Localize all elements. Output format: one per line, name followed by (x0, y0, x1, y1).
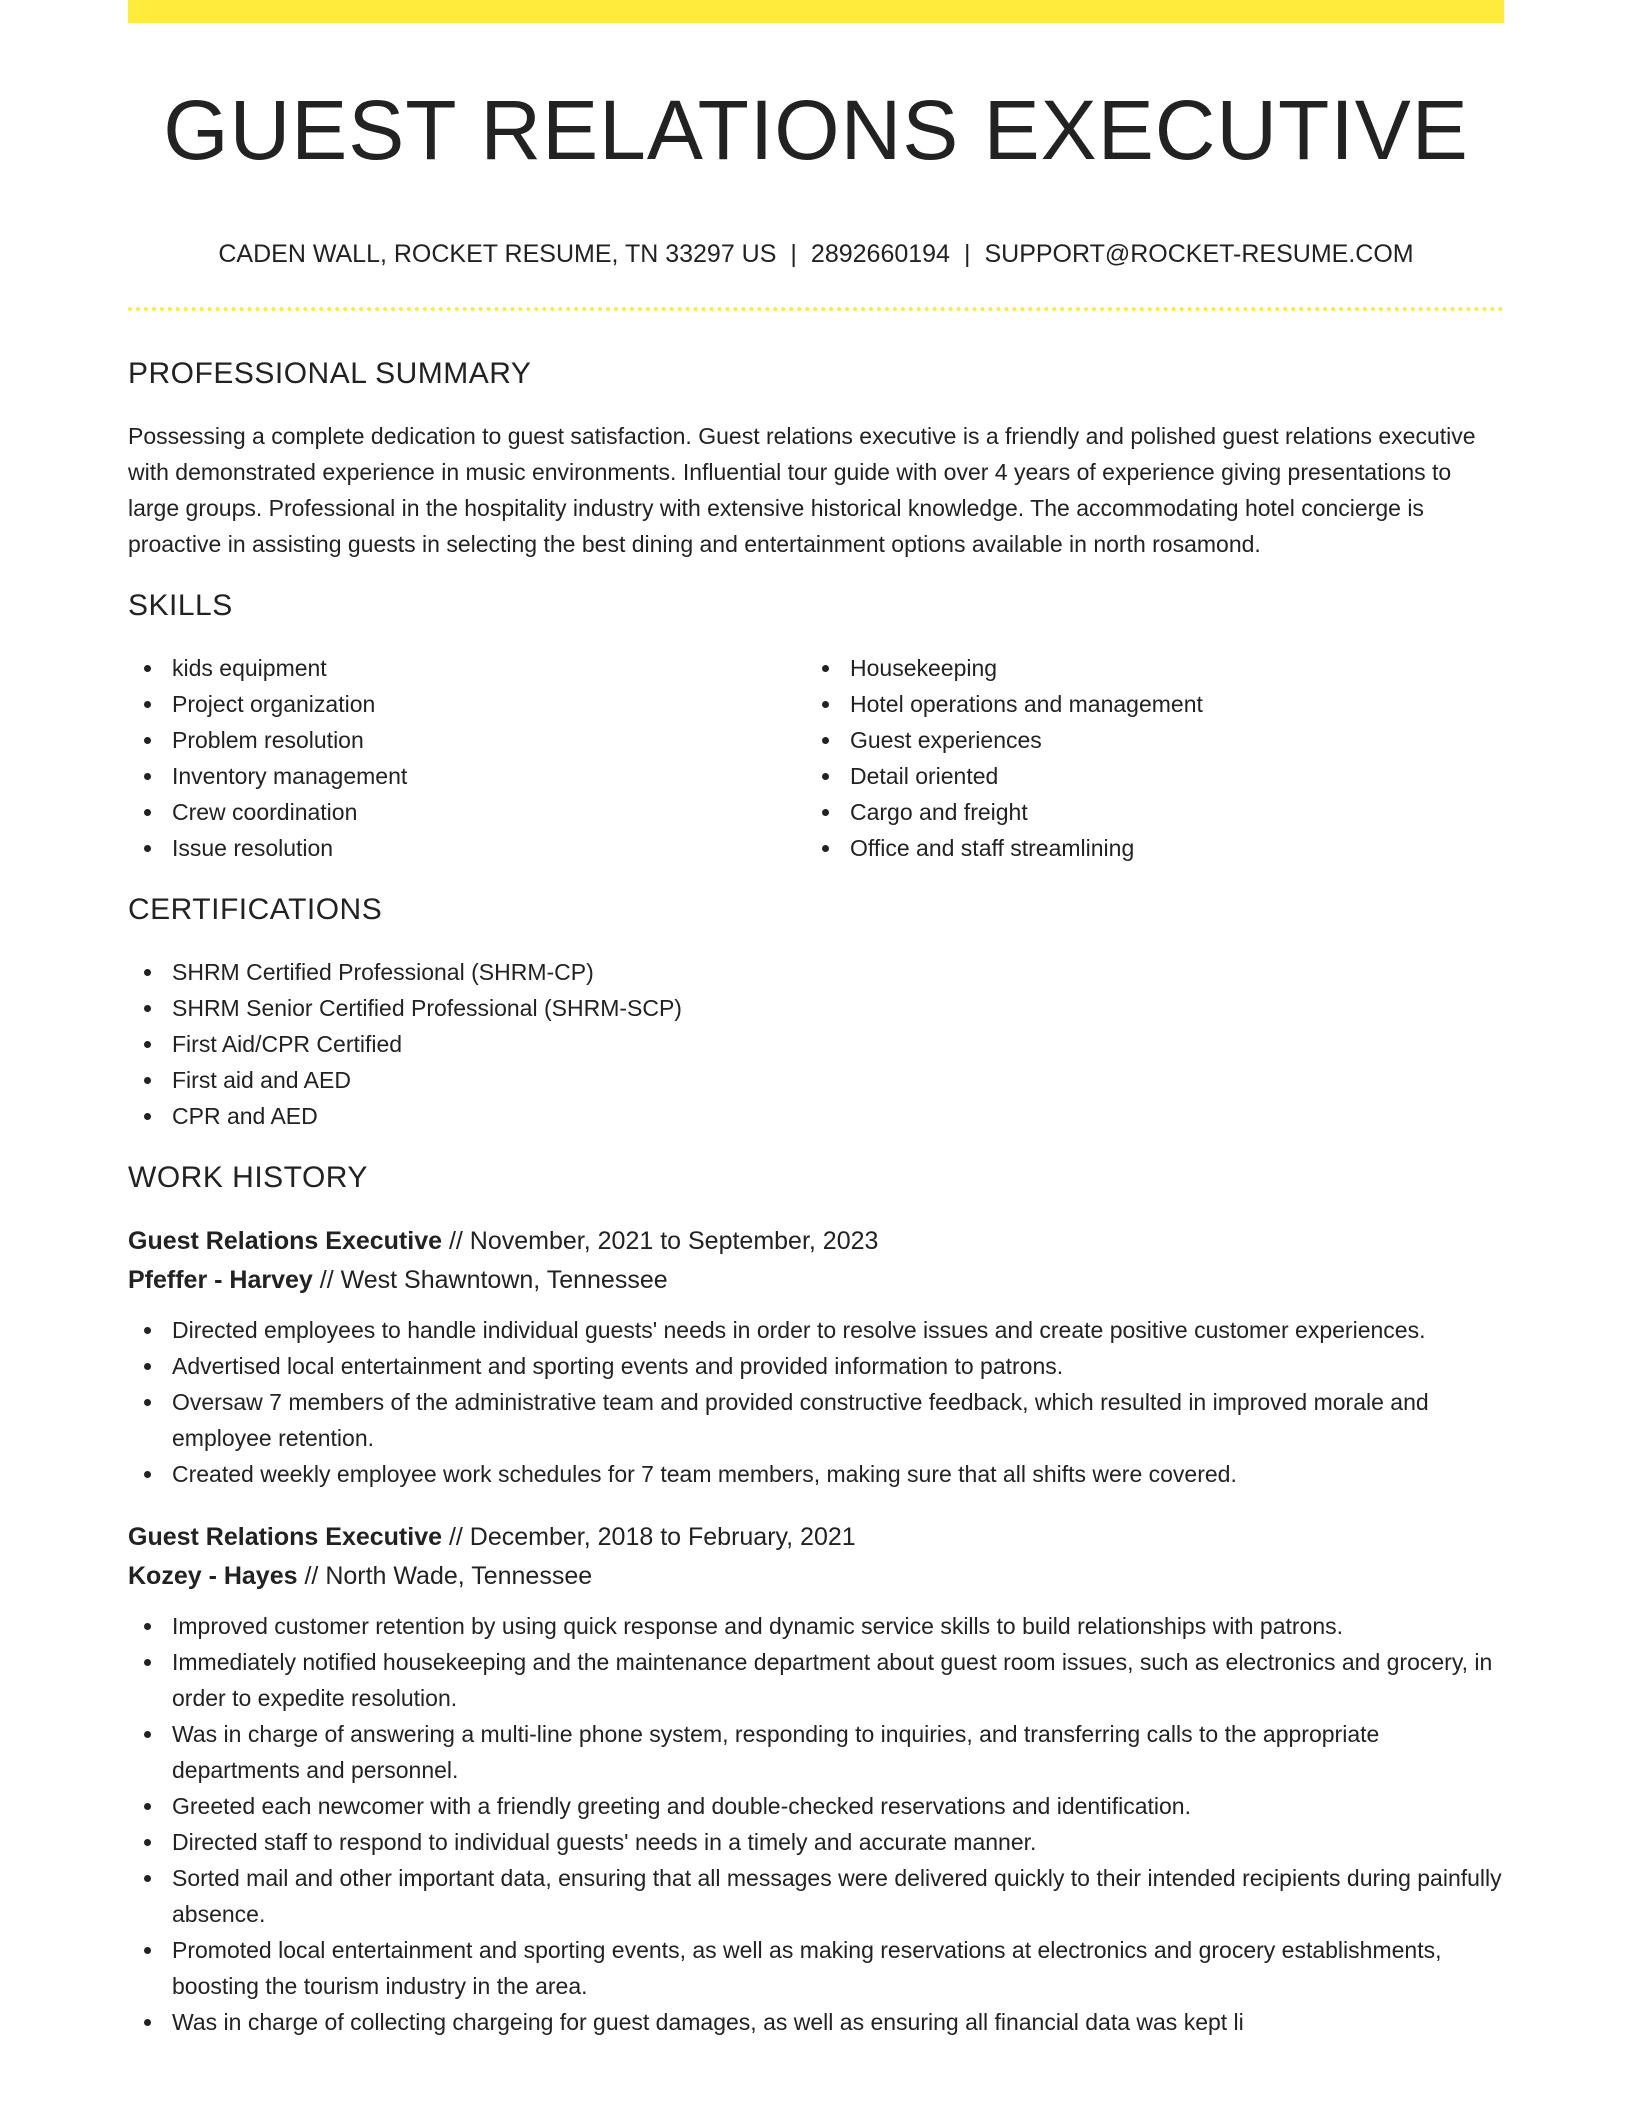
job-role: Guest Relations Executive (128, 1227, 443, 1255)
job-duty-item: Promoted local entertainment and sporting events, as well as making reservations at electronics and grocery establishments, boosting the tourism industry in the area. (172, 1932, 1504, 2004)
contact-address: CADEN WALL, ROCKET RESUME, TN 33297 US (218, 240, 777, 268)
skills-section (128, 584, 1504, 866)
skills-heading: SKILLS (128, 589, 233, 622)
certification-item: SHRM Senior Certified Professional (SHRM-SCP) (172, 990, 1504, 1026)
work-history-section (128, 1156, 1504, 2040)
contact-phone: 2892660194 (810, 240, 950, 268)
job-duty-item: Was in charge of answering a multi-line phone system, responding to inquiries, and transferring calls to the appropriate departments and personnel. (172, 1716, 1504, 1788)
job-entry (128, 1518, 1504, 2040)
job-duty-item: Directed staff to respond to individual guests' needs in a timely and accurate manner. (172, 1824, 1504, 1860)
work-history-heading: WORK HISTORY (128, 1161, 368, 1194)
certification-item: CPR and AED (172, 1098, 1504, 1134)
contact-separator: | (963, 240, 971, 268)
job-location: // North Wade, Tennessee (297, 1562, 593, 1590)
certification-item: First aid and AED (172, 1062, 1504, 1098)
job-duty-item: Improved customer retention by using quick response and dynamic service skills to build relationships with patrons. (172, 1608, 1504, 1644)
skills-list-left (128, 650, 806, 866)
skill-item: Office and staff streamlining (850, 830, 1484, 866)
summary-heading: PROFESSIONAL SUMMARY (128, 357, 532, 390)
certification-item: First Aid/CPR Certified (172, 1026, 1504, 1062)
header-divider (128, 307, 1504, 311)
summary-text: Possessing a complete dedication to guest satisfaction. Guest relations executive is a friendly and polished guest relations executive with demonstrated experience in music environments. Influential tour guide with over 4 years of experience giving presentations to large groups. Professional in the hospitality industry with extensive historical knowledge. The accommodating hotel concierge is proactive in assisting guests in selecting the best dining and entertainment options available in north rosamond. (128, 423, 1476, 557)
skill-item: Inventory management (172, 758, 806, 794)
resume-title: GUEST RELATIONS EXECUTIVE (163, 83, 1469, 177)
skill-item: Detail oriented (850, 758, 1484, 794)
job-company: Kozey - Hayes (128, 1562, 298, 1590)
job-duty-item: Was in charge of collecting chargeing for guest damages, as well as ensuring all financial data was kept li (172, 2004, 1504, 2040)
skill-item: Cargo and freight (850, 794, 1484, 830)
skills-column-right (806, 650, 1484, 866)
job-location: // West Shawntown, Tennessee (312, 1266, 668, 1294)
skills-grid (128, 650, 1504, 866)
skill-item: Crew coordination (172, 794, 806, 830)
job-duty-item: Oversaw 7 members of the administrative team and provided constructive feedback, which resulted in improved morale and employee retention. (172, 1384, 1504, 1456)
skills-column-left (128, 650, 806, 866)
skill-item: kids equipment (172, 650, 806, 686)
job-duty-item: Immediately notified housekeeping and the maintenance department about guest room issues, such as electronics and grocery, in order to expedite resolution. (172, 1644, 1504, 1716)
summary-section (128, 352, 1504, 562)
certification-item: SHRM Certified Professional (SHRM-CP) (172, 954, 1504, 990)
top-accent-bar (128, 0, 1504, 23)
job-duties-list (128, 1608, 1504, 2040)
job-duty-item: Sorted mail and other important data, ensuring that all messages were delivered quickly to their intended recipients during painfully absence. (172, 1860, 1504, 1932)
job-company-line (128, 1557, 1504, 1596)
job-role: Guest Relations Executive (128, 1523, 443, 1551)
job-company: Pfeffer - Harvey (128, 1266, 313, 1294)
job-duties-list (128, 1312, 1504, 1492)
job-title-line (128, 1222, 1504, 1261)
contact-separator: | (790, 240, 797, 268)
skill-item: Hotel operations and management (850, 686, 1484, 722)
job-title-line (128, 1518, 1504, 1557)
job-dates: // November, 2021 to September, 2023 (442, 1227, 879, 1255)
contact-email: SUPPORT@ROCKET-RESUME.COM (984, 240, 1414, 268)
contact-line (128, 236, 1504, 272)
resume-sections (128, 352, 1504, 2066)
job-duty-item: Created weekly employee work schedules for 7 team members, making sure that all shifts were covered. (172, 1456, 1504, 1492)
job-entry (128, 1222, 1504, 1492)
skill-item: Guest experiences (850, 722, 1484, 758)
job-duty-item: Advertised local entertainment and sporting events and provided information to patrons. (172, 1348, 1504, 1384)
job-dates: // December, 2018 to February, 2021 (442, 1523, 856, 1551)
job-duty-item: Directed employees to handle individual guests' needs in order to resolve issues and create positive customer experiences. (172, 1312, 1504, 1348)
job-company-line (128, 1261, 1504, 1300)
skills-list-right (806, 650, 1484, 866)
certifications-section (128, 888, 1504, 1134)
skill-item: Project organization (172, 686, 806, 722)
job-duty-item: Greeted each newcomer with a friendly greeting and double-checked reservations and identification. (172, 1788, 1504, 1824)
skill-item: Housekeeping (850, 650, 1484, 686)
skill-item: Issue resolution (172, 830, 806, 866)
skill-item: Problem resolution (172, 722, 806, 758)
certifications-list (128, 954, 1504, 1134)
certifications-heading: CERTIFICATIONS (128, 893, 383, 926)
